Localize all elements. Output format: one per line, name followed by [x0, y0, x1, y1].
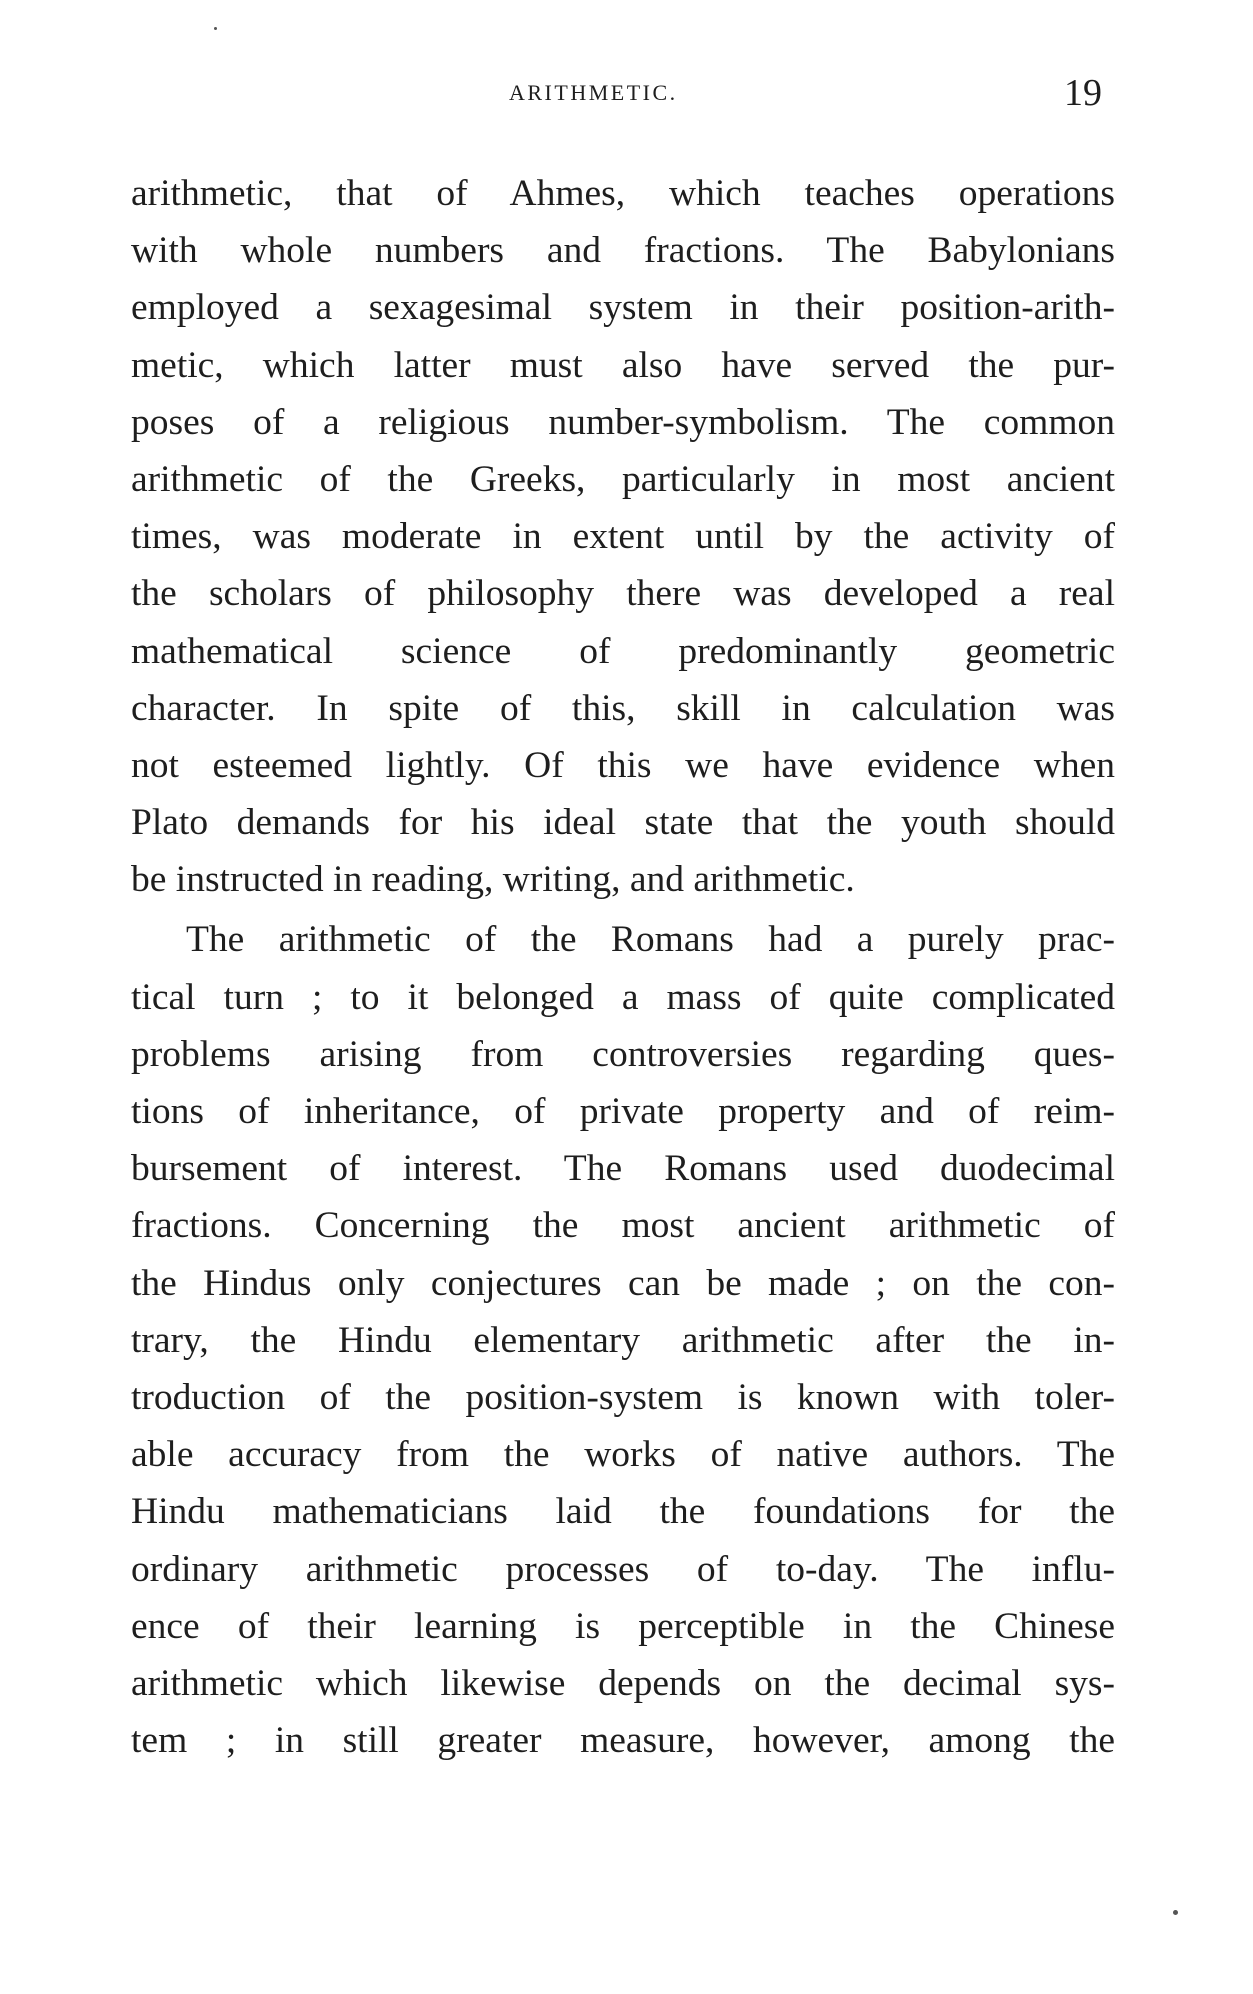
- text-line: times, was moderate in extent until by the activity of: [131, 516, 1115, 558]
- running-head: [0, 72, 1253, 118]
- text-line: poses of a religious number-symbolism. The common: [131, 401, 1115, 443]
- paragraph-2: [131, 911, 1115, 1769]
- text-line: bursement of interest. The Romans used duodecimal: [131, 1148, 1115, 1190]
- text-line: not esteemed lightly. Of this we have evidence when: [131, 744, 1115, 786]
- print-speck: [1173, 1910, 1178, 1915]
- print-speck: [214, 27, 217, 30]
- paragraph-1: [131, 165, 1115, 908]
- text-line: trary, the Hindu elementary arithmetic after the in-: [131, 1319, 1115, 1361]
- page-number: 19: [1064, 72, 1102, 114]
- text-line: tions of inheritance, of private property and of reim-: [131, 1091, 1115, 1132]
- text-line: fractions. Concerning the most ancient arithmetic of: [131, 1205, 1115, 1247]
- text-line: be instructed in reading, writing, and arithmetic.: [131, 859, 855, 901]
- text-line: ence of their learning is perceptible in the Chinese: [131, 1605, 1115, 1647]
- text-line: employed a sexagesimal system in their position-arith-: [131, 287, 1115, 329]
- text-line: ordinary arithmetic processes of to-day. The influ-: [131, 1548, 1115, 1590]
- text-line: Plato demands for his ideal state that the youth should: [131, 802, 1115, 844]
- text-line: Hindu mathematicians laid the foundations for the: [131, 1491, 1115, 1533]
- text-line: arithmetic which likewise depends on the decimal sys-: [131, 1662, 1115, 1704]
- body-text: [131, 165, 1115, 1769]
- text-line: the Hindus only conjectures can be made ; on the con-: [131, 1262, 1115, 1304]
- text-line: mathematical science of predominantly geometric: [131, 630, 1115, 672]
- text-line: the scholars of philosophy there was developed a real: [131, 573, 1115, 615]
- running-head-title: ARITHMETIC.: [509, 80, 678, 105]
- text-line: tem ; in still greater measure, however, among the: [131, 1720, 1115, 1762]
- text-line: metic, which latter must also have served the pur-: [131, 344, 1115, 386]
- text-line: tical turn ; to it belonged a mass of quite complicated: [131, 976, 1115, 1018]
- text-line: able accuracy from the works of native authors. The: [131, 1434, 1115, 1476]
- text-line: The arithmetic of the Romans had a purely prac-: [186, 919, 1115, 961]
- text-line: troduction of the position-system is known with toler-: [131, 1376, 1115, 1418]
- text-line: problems arising from controversies regarding ques-: [131, 1033, 1115, 1075]
- text-line: arithmetic of the Greeks, particularly in most ancient: [131, 458, 1115, 500]
- text-line: with whole numbers and fractions. The Babylonians: [131, 230, 1115, 272]
- text-line: arithmetic, that of Ahmes, which teaches operations: [131, 173, 1115, 214]
- text-line: character. In spite of this, skill in calculation was: [131, 687, 1115, 729]
